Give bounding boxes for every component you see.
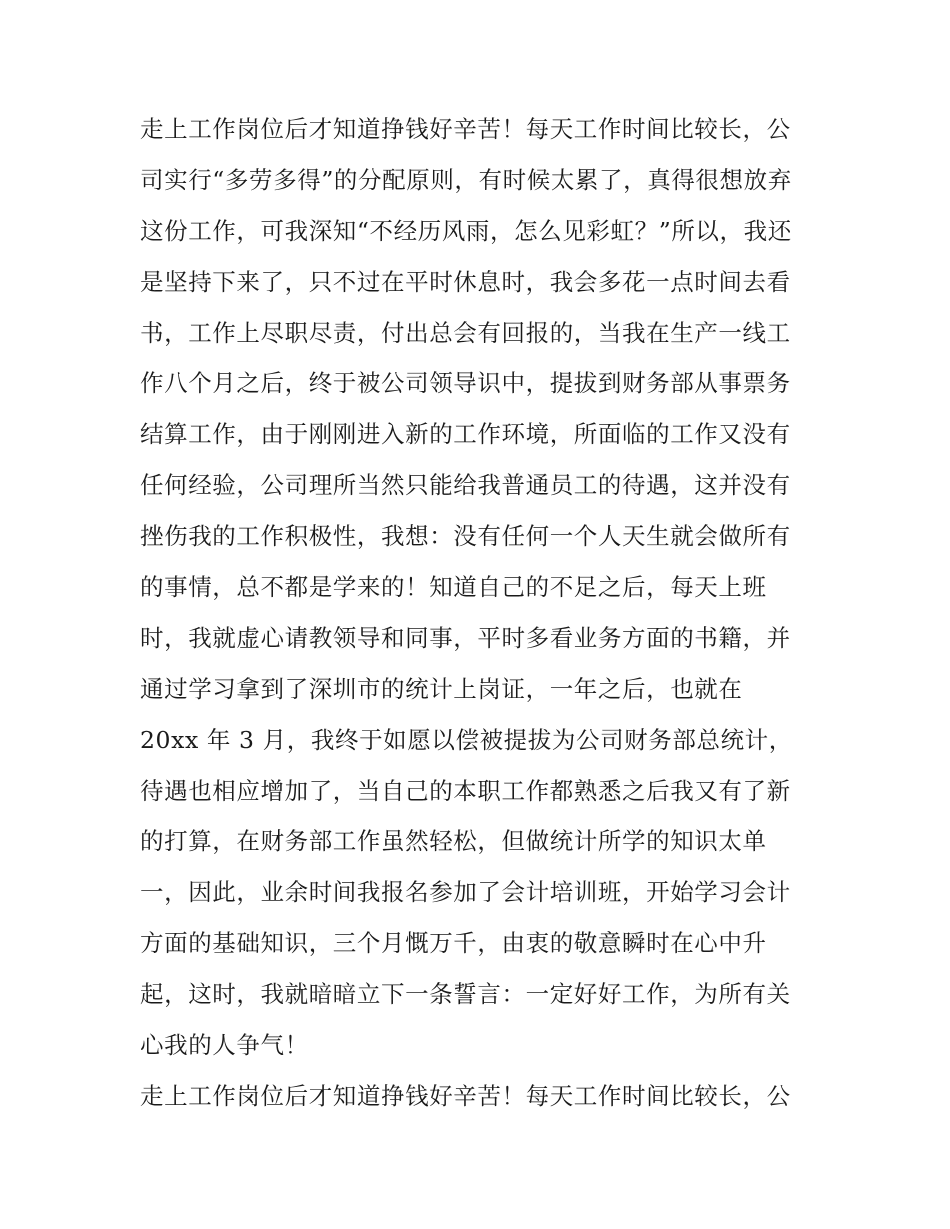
- text-line-4: 是坚持下来了，只不过在平时休息时，我会多花一点时间去看: [140, 267, 791, 296]
- text-line-17: 方面的基础知识，三个月慨万千，由衷的敬意瞬时在心中升: [140, 929, 767, 958]
- text-line-18: 起，这时，我就暗暗立下一条誓言：一定好好工作，为所有关: [140, 980, 791, 1009]
- text-line-14: 待遇也相应增加了，当自己的本职工作都熟悉之后我又有了新: [140, 776, 791, 805]
- text-line-11: 时，我就虚心请教领导和同事，平时多看业务方面的书籍，并: [140, 623, 791, 652]
- text-line-1: 走上工作岗位后才知道挣钱好辛苦！每天工作时间比较长，公: [140, 115, 791, 143]
- text-line-5: 书，工作上尽职尽责，付出总会有回报的，当我在生产一线工: [140, 318, 791, 347]
- text-line-19: 心我的人争气！: [140, 1031, 309, 1060]
- text-line-16: 一，因此，业余时间我报名参加了会计培训班，开始学习会计: [140, 878, 791, 907]
- text-line-13: 20xx 年 3 月，我终于如愿以偿被提拔为公司财务部总统计，: [140, 725, 793, 754]
- body-text: [140, 104, 820, 1122]
- text-line-3: 这份工作，可我深知“不经历风雨，怎么见彩虹？”所以，我还: [140, 216, 792, 245]
- text-line-9: 挫伤我的工作积极性，我想：没有任何一个人天生就会做所有: [140, 522, 791, 551]
- text-line-6: 作八个月之后，终于被公司领导识中，提拔到财务部从事票务: [140, 369, 791, 398]
- text-line-10: 的事情，总不都是学来的！知道自己的不足之后，每天上班: [140, 573, 767, 602]
- text-line-15: 的打算，在财务部工作虽然轻松，但做统计所学的知识太单: [140, 827, 767, 856]
- text-line-8: 任何经验，公司理所当然只能给我普通员工的待遇，这并没有: [140, 471, 791, 500]
- text-line-12: 通过学习拿到了深圳市的统计上岗证，一年之后，也就在: [140, 674, 743, 703]
- text-line-20: 走上工作岗位后才知道挣钱好辛苦！每天工作时间比较长，公: [140, 1081, 791, 1110]
- text-line-2: 司实行“多劳多得”的分配原则，有时候太累了，真得很想放弃: [140, 165, 792, 194]
- text-line-7: 结算工作，由于刚刚进入新的工作环境，所面临的工作又没有: [140, 420, 791, 449]
